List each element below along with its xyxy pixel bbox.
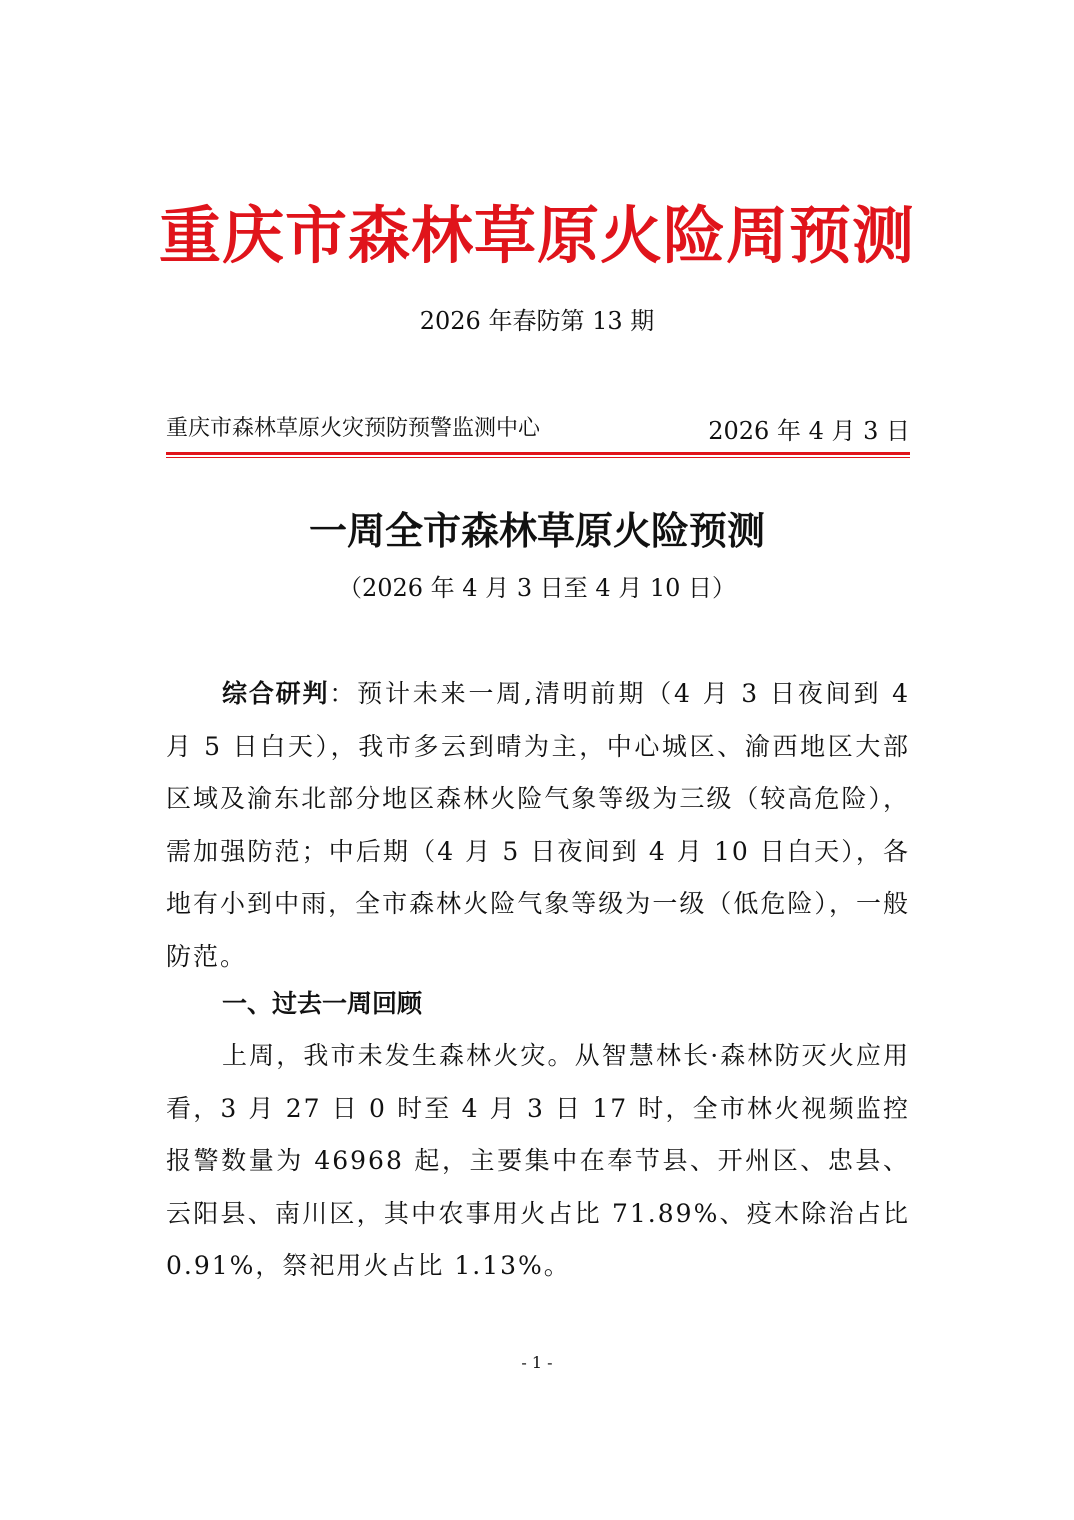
- header-line: [166, 414, 910, 448]
- summary-colon: ：: [329, 679, 358, 708]
- document-title: 一周全市森林草原火险预测: [308, 508, 765, 553]
- red-divider-thick: [166, 452, 910, 455]
- issue-number: 2026 年春防第 13 期: [419, 307, 655, 335]
- masthead-title: 重庆市森林草原火险周预测: [158, 199, 915, 272]
- summary-label: 综合研判: [222, 679, 330, 708]
- review-paragraph: 上周，我市未发生森林火灾。从智慧林长·森林防灭火应用看，3 月 27 日 0 时至 4 月 3 日 17 时，全市林火视频监控报警数量为 46968 起，主要集中在奉节县、开州区、忠县、云阳县、南川区，其中农事用火占比 71.89%、疫木除治占比 0.91%，祭祀用火占比 1.13%。: [166, 1041, 910, 1280]
- issue-date: 2026 年 4 月 3 日: [708, 417, 910, 445]
- section-heading-review: 一、过去一周回顾: [222, 989, 423, 1018]
- red-divider: [166, 452, 910, 458]
- issuing-organization: 重庆市森林草原火灾预防预警监测中心: [166, 416, 541, 441]
- summary-text: 预计未来一周,清明前期（4 月 3 日夜间到 4 月 5 日白天），我市多云到晴为主，中心城区、渝西地区大部区域及渝东北部分地区森林火险气象等级为三级（较高危险），需加强防范；中后期（4 月 5 日夜间到 4 月 10 日白天），各地有小到中雨，全市森林火险气象等级为一级（低危险），一般防范。: [166, 679, 910, 971]
- summary-paragraph: [166, 668, 910, 983]
- red-divider-thin: [166, 457, 910, 458]
- document-date-range: （2026 年 4 月 3 日至 4 月 10 日）: [337, 574, 737, 602]
- page-number: - 1 -: [521, 1353, 553, 1372]
